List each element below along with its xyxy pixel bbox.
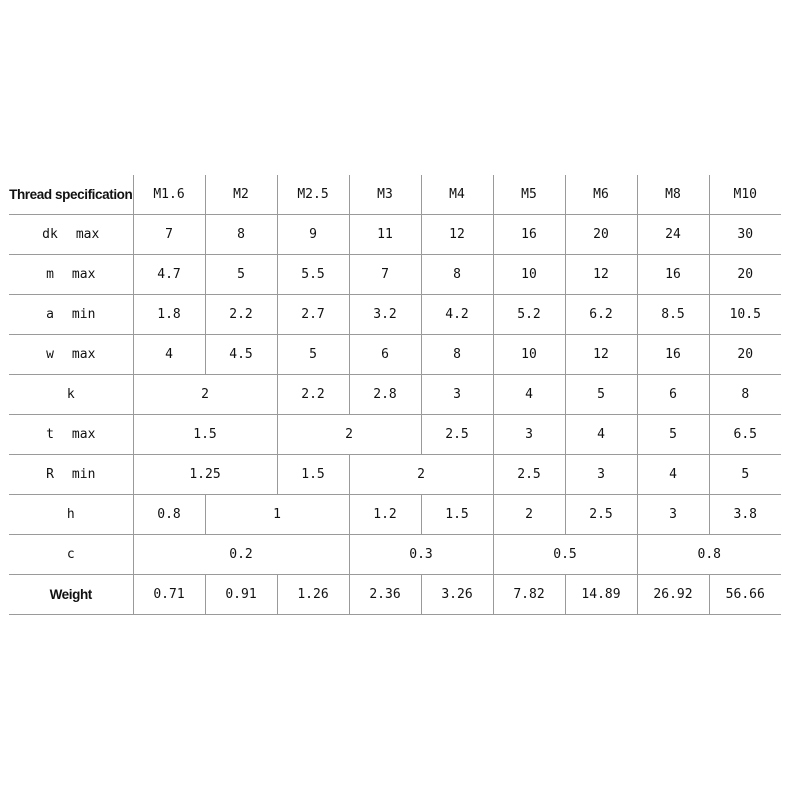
cell-h-2: 1.2: [349, 495, 421, 535]
cell-h-5: 2.5: [565, 495, 637, 535]
cell-w-1: 4.5: [205, 335, 277, 375]
cell-weight-5: 7.82: [493, 575, 565, 615]
cell-h-0: 0.8: [133, 495, 205, 535]
size-m6: M6: [565, 175, 637, 215]
cell-h-6: 3: [637, 495, 709, 535]
row-qualifier: max: [71, 427, 96, 442]
header-label: Thread specification: [9, 175, 133, 215]
cell-w-2: 5: [277, 335, 349, 375]
row-label-k: [9, 375, 133, 415]
cell-r-3: 2.5: [493, 455, 565, 495]
cell-t-6: 6.5: [709, 415, 781, 455]
cell-c-3: 0.8: [637, 535, 781, 575]
size-m3: M3: [349, 175, 421, 215]
cell-dk-1: 8: [205, 215, 277, 255]
cell-t-0: 1.5: [133, 415, 277, 455]
thread-spec-table: [9, 175, 781, 615]
cell-c-2: 0.5: [493, 535, 637, 575]
cell-r-2: 2: [349, 455, 493, 495]
row-label-r: [9, 455, 133, 495]
row-qualifier: min: [71, 307, 96, 322]
cell-weight-8: 56.66: [709, 575, 781, 615]
cell-dk-5: 16: [493, 215, 565, 255]
cell-weight-1: 0.91: [205, 575, 277, 615]
cell-h-4: 2: [493, 495, 565, 535]
row-symbol: h: [66, 507, 75, 522]
row-symbol: R: [46, 467, 54, 482]
cell-k-4: 4: [493, 375, 565, 415]
cell-c-1: 0.3: [349, 535, 493, 575]
cell-m-1: 5: [205, 255, 277, 295]
row-symbol: dk: [42, 227, 58, 242]
row-qualifier: max: [71, 267, 96, 282]
cell-a-8: 10.5: [709, 295, 781, 335]
cell-dk-2: 9: [277, 215, 349, 255]
row-label-dk: [9, 215, 133, 255]
cell-m-3: 7: [349, 255, 421, 295]
size-m8: M8: [637, 175, 709, 215]
cell-t-2: 2.5: [421, 415, 493, 455]
cell-w-5: 10: [493, 335, 565, 375]
cell-c-0: 0.2: [133, 535, 349, 575]
table-row-m: [9, 255, 781, 295]
cell-dk-7: 24: [637, 215, 709, 255]
cell-k-6: 6: [637, 375, 709, 415]
cell-a-6: 6.2: [565, 295, 637, 335]
cell-t-3: 3: [493, 415, 565, 455]
cell-w-4: 8: [421, 335, 493, 375]
row-qualifier: max: [75, 227, 100, 242]
header-row: [9, 175, 781, 215]
cell-weight-6: 14.89: [565, 575, 637, 615]
table-row-h: [9, 495, 781, 535]
cell-k-2: 2.8: [349, 375, 421, 415]
cell-m-5: 10: [493, 255, 565, 295]
cell-weight-3: 2.36: [349, 575, 421, 615]
row-label-t: [9, 415, 133, 455]
table-row-weight: [9, 575, 781, 615]
cell-a-4: 4.2: [421, 295, 493, 335]
cell-weight-7: 26.92: [637, 575, 709, 615]
row-label-w: [9, 335, 133, 375]
table-row-c: [9, 535, 781, 575]
cell-r-4: 3: [565, 455, 637, 495]
row-symbol: a: [46, 307, 54, 322]
table-row-t: [9, 415, 781, 455]
row-qualifier: min: [71, 467, 96, 482]
cell-w-8: 20: [709, 335, 781, 375]
size-m4: M4: [421, 175, 493, 215]
cell-a-3: 3.2: [349, 295, 421, 335]
cell-m-4: 8: [421, 255, 493, 295]
cell-t-5: 5: [637, 415, 709, 455]
cell-w-6: 12: [565, 335, 637, 375]
cell-k-5: 5: [565, 375, 637, 415]
cell-m-7: 16: [637, 255, 709, 295]
row-symbol: k: [66, 387, 75, 402]
row-symbol: m: [46, 267, 54, 282]
cell-m-0: 4.7: [133, 255, 205, 295]
cell-dk-8: 30: [709, 215, 781, 255]
row-label-c: [9, 535, 133, 575]
row-label-h: [9, 495, 133, 535]
cell-a-1: 2.2: [205, 295, 277, 335]
cell-k-1: 2.2: [277, 375, 349, 415]
cell-weight-4: 3.26: [421, 575, 493, 615]
row-label-weight: Weight: [9, 575, 133, 615]
row-symbol: w: [46, 347, 54, 362]
size-m5: M5: [493, 175, 565, 215]
cell-k-3: 3: [421, 375, 493, 415]
cell-a-2: 2.7: [277, 295, 349, 335]
cell-r-0: 1.25: [133, 455, 277, 495]
cell-a-5: 5.2: [493, 295, 565, 335]
cell-t-1: 2: [277, 415, 421, 455]
size-m2: M2: [205, 175, 277, 215]
cell-dk-0: 7: [133, 215, 205, 255]
cell-h-3: 1.5: [421, 495, 493, 535]
cell-a-7: 8.5: [637, 295, 709, 335]
cell-weight-2: 1.26: [277, 575, 349, 615]
cell-k-0: 2: [133, 375, 277, 415]
row-qualifier: max: [71, 347, 96, 362]
table-row-dk: [9, 215, 781, 255]
cell-dk-3: 11: [349, 215, 421, 255]
cell-dk-4: 12: [421, 215, 493, 255]
table-row-w: [9, 335, 781, 375]
cell-t-4: 4: [565, 415, 637, 455]
cell-w-0: 4: [133, 335, 205, 375]
cell-dk-6: 20: [565, 215, 637, 255]
cell-w-3: 6: [349, 335, 421, 375]
cell-m-2: 5.5: [277, 255, 349, 295]
row-label-m: [9, 255, 133, 295]
table-row-a: [9, 295, 781, 335]
table-row-k: [9, 375, 781, 415]
size-m10: M10: [709, 175, 781, 215]
cell-w-7: 16: [637, 335, 709, 375]
cell-r-5: 4: [637, 455, 709, 495]
cell-k-7: 8: [709, 375, 781, 415]
cell-weight-0: 0.71: [133, 575, 205, 615]
row-symbol: t: [46, 427, 54, 442]
cell-h-7: 3.8: [709, 495, 781, 535]
row-label-a: [9, 295, 133, 335]
table-row-r: [9, 455, 781, 495]
cell-m-6: 12: [565, 255, 637, 295]
cell-r-6: 5: [709, 455, 781, 495]
cell-m-8: 20: [709, 255, 781, 295]
cell-h-1: 1: [205, 495, 349, 535]
row-symbol: c: [66, 547, 75, 562]
cell-a-0: 1.8: [133, 295, 205, 335]
size-m1-6: M1.6: [133, 175, 205, 215]
size-m2-5: M2.5: [277, 175, 349, 215]
cell-r-1: 1.5: [277, 455, 349, 495]
table-body: [9, 175, 781, 615]
